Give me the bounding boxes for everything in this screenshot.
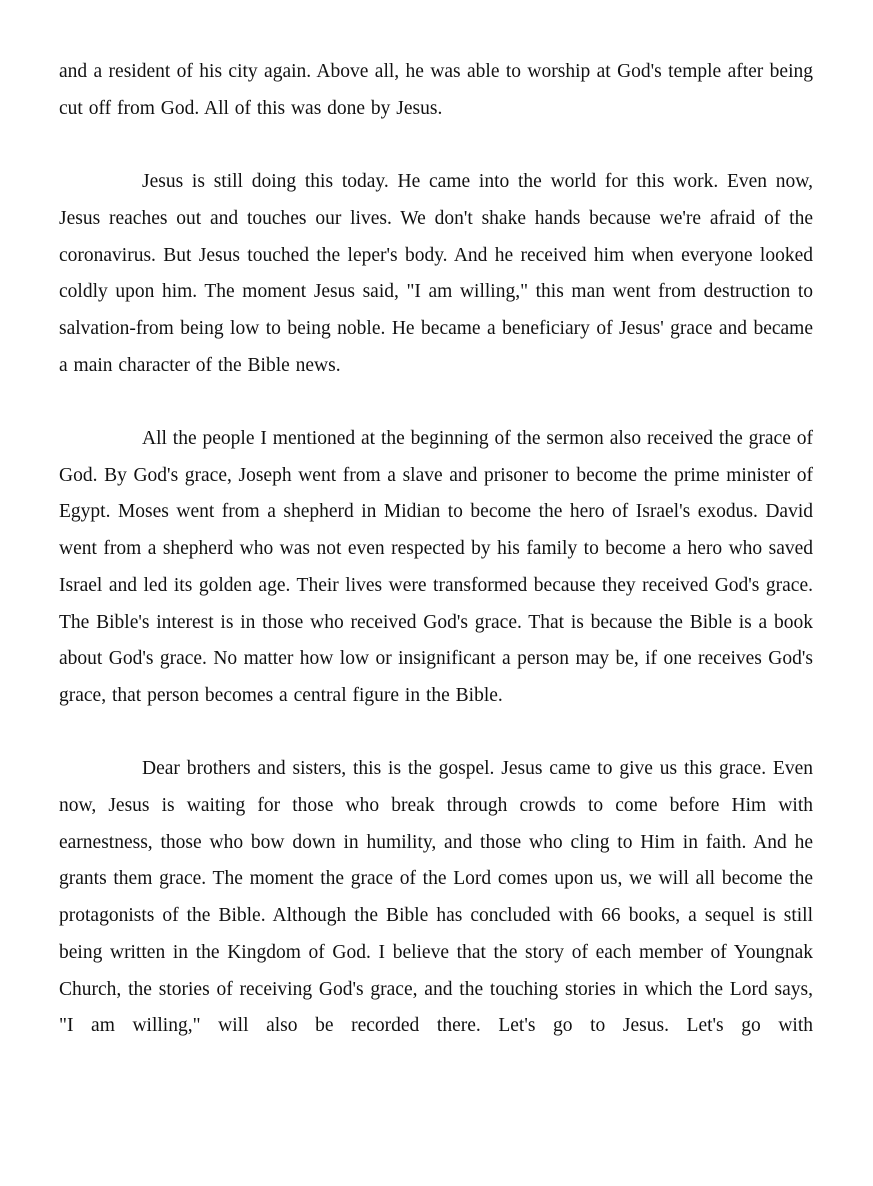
- paragraph-3: All the people I mentioned at the beginning of the sermon also received the grace of God. By God's grace, Joseph went from a slave and prisoner to become the prime minister of Egypt. Moses went from a shepherd in Midian to become the hero of Israel's exodus. David went from a shepherd who was not even respected by his family to become a hero who saved Israel and led its golden age. Their lives were transformed because they received God's grace. The Bible's interest is in those who received God's grace. That is because the Bible is a book about God's grace. No matter how low or insignificant a person may be, if one receives God's grace, that person becomes a central figure in the Bible.: [59, 428, 813, 706]
- paragraph-2: Jesus is still doing this today. He came into the world for this work. Even now, Jesus reaches out and touches our lives. We don't shake hands because we're afraid of the coronavirus. But Jesus touched the leper's body. And he received him when everyone looked coldly upon him. The moment Jesus said, "I am willing," this man went from destruction to salvation-from being low to being noble. He became a beneficiary of Jesus' grace and became a main character of the Bible news.: [59, 171, 813, 376]
- paragraph-1: and a resident of his city again. Above all, he was able to worship at God's temple after being cut off from God. All of this was done by Jesus.: [59, 61, 813, 119]
- document-page: [59, 54, 813, 1082]
- paragraph-4: Dear brothers and sisters, this is the gospel. Jesus came to give us this grace. Even now, Jesus is waiting for those who break through crowds to come before Him with earnestness, those who bow down in humility, and those who cling to Him in faith. And he grants them grace. The moment the grace of the Lord comes upon us, we will all become the protagonists of the Bible. Although the Bible has concluded with 66 books, a sequel is still being written in the Kingdom of God. I believe that the story of each member of Youngnak Church, the stories of receiving God's grace, and the touching stories in which the Lord says, "I am willing," will also be recorded there. Let's go to Jesus. Let's go with: [59, 758, 813, 1037]
